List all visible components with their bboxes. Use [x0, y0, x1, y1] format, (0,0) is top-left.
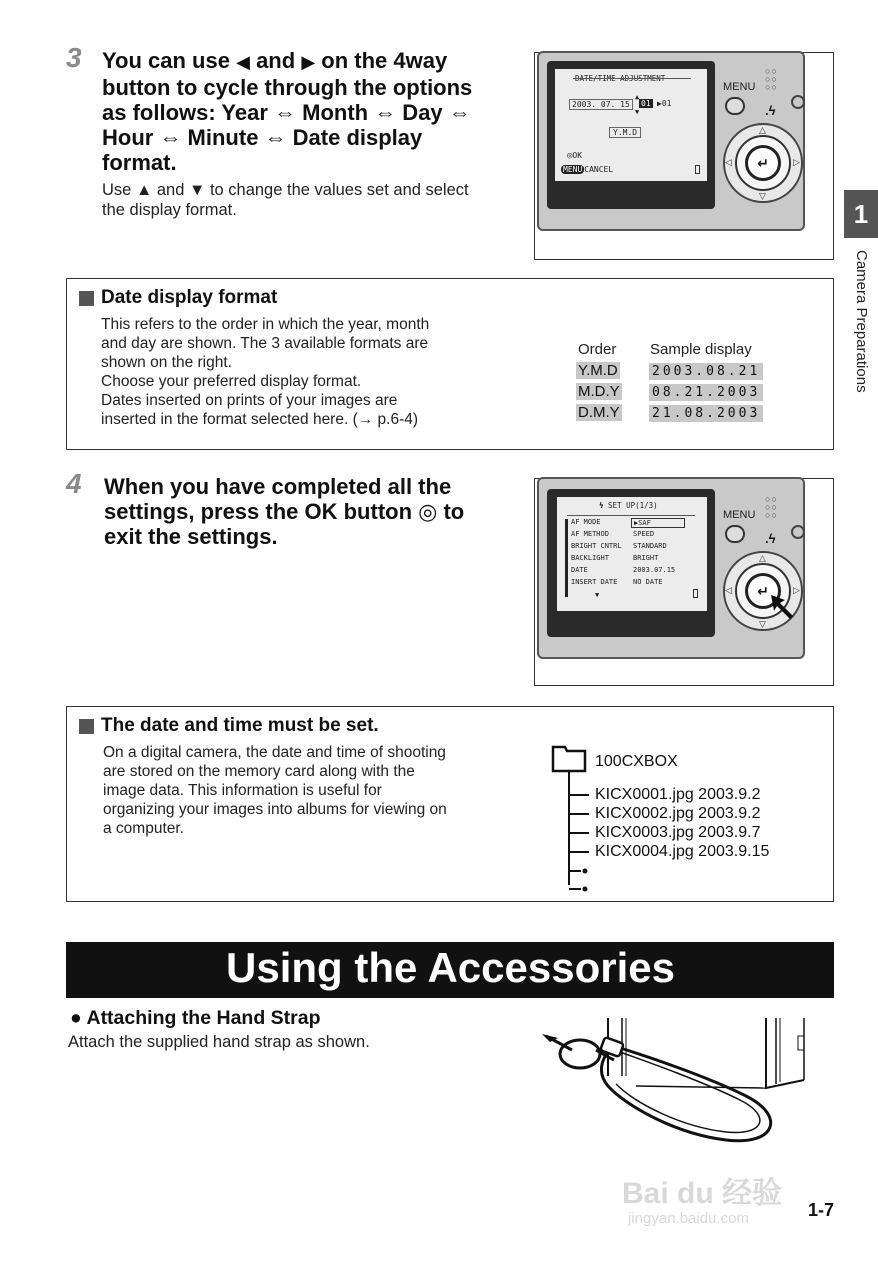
- lcd-rule: [567, 515, 695, 516]
- format-order-mdy: M.D.Y: [578, 383, 620, 400]
- lcd-scrollbar: [565, 519, 568, 597]
- date-format-body-line: shown on the right.: [101, 354, 232, 371]
- step-4-title-line1: When you have completed all the: [104, 474, 452, 499]
- date-display-format-box: [66, 278, 834, 450]
- dpad-down-icon: ▽: [759, 619, 766, 629]
- folder-icon: [553, 747, 587, 773]
- step-3-title-text-2: on the 4way: [321, 48, 448, 73]
- lcd-row-label: AF MODE: [571, 518, 601, 526]
- up-arrow-icon: ▲: [135, 181, 153, 199]
- format-sample-ymd: 2003.08.21: [649, 363, 763, 380]
- menu-button[interactable]: [725, 525, 745, 543]
- order-column-header: Order: [578, 341, 617, 358]
- dpad-left-icon: ◁: [725, 157, 732, 167]
- dpad-left-icon: ◁: [725, 585, 732, 595]
- camera-body: [537, 477, 805, 659]
- step-3-body-and: and: [156, 181, 185, 199]
- chapter-label: Camera Preparations: [853, 250, 870, 393]
- step-3-title-line2: button to cycle through the options: [102, 75, 473, 100]
- dpad-down-icon: ▽: [759, 191, 766, 201]
- hand-strap-illustration: [536, 1016, 808, 1146]
- lcd-row-value: BRIGHT: [633, 554, 659, 562]
- date-time-title: [79, 715, 379, 737]
- lcd-down-icon: ▼: [635, 108, 640, 116]
- date-time-body-line: are stored on the memory card along with the: [103, 763, 415, 780]
- pointer-arrow-icon: [767, 591, 797, 621]
- camera-lcd-date-adjustment: [555, 69, 707, 181]
- watermark-logo: Bai du 经验: [622, 1177, 783, 1210]
- lcd-setup-title-text: SET UP(1/3): [608, 501, 658, 510]
- page-number: 1-7: [808, 1200, 835, 1220]
- speaker-dots-icon: ○○ ○○ ○○: [765, 66, 778, 92]
- lcd-title-rule: [573, 78, 691, 79]
- ok-icon: ◎: [567, 151, 573, 161]
- format-sample-dmy: 21.08.2003: [649, 405, 763, 422]
- lcd-row-value: NO DATE: [633, 578, 663, 586]
- lcd-row-label: AF METHOD: [571, 530, 609, 538]
- lcd-next-field-value: 01: [661, 99, 672, 108]
- step-3-title: [102, 48, 522, 175]
- watermark-url: jingyan.baidu.com: [628, 1210, 749, 1227]
- step-3-body-line2: the display format.: [102, 201, 237, 219]
- menu-label: MENU: [723, 81, 756, 93]
- left-arrow-icon: ◀: [236, 52, 250, 72]
- lcd-next-field: ▶01: [657, 99, 672, 108]
- lcd-cancel-label: CANCEL: [584, 165, 614, 174]
- date-format-title: [79, 287, 277, 309]
- section-banner: [66, 942, 834, 998]
- date-format-body-line: This refers to the order in which the year, month: [101, 316, 430, 333]
- step-3-title-text: You can use: [102, 48, 230, 73]
- lcd-selected-field: 01: [641, 99, 651, 108]
- step-4-number: 4: [66, 468, 82, 499]
- file-entry: KICX0004.jpg 2003.9.15: [595, 843, 770, 860]
- right-arrow-icon: ▶: [301, 52, 316, 72]
- battery-icon: [695, 165, 700, 174]
- hand-strap-heading: [70, 1007, 321, 1030]
- lcd-row-label: BRIGHT CNTRL: [571, 542, 622, 550]
- format-order-ymd: Y.M.D: [578, 362, 618, 379]
- camera-screen-frame: [547, 489, 715, 637]
- strap-hole-icon: [791, 95, 805, 109]
- date-time-body-line: a computer.: [103, 820, 184, 837]
- step-4-title-line3: exit the settings.: [104, 524, 278, 549]
- chapter-tab: 1: [844, 190, 878, 238]
- step-4-title-line2-end: to: [443, 499, 465, 524]
- format-order-dmy: D.M.Y: [578, 404, 620, 421]
- date-format-title-text: Date display format: [101, 287, 278, 308]
- down-arrow-icon: ▼: [189, 181, 206, 199]
- dpad-right-icon: ▷: [793, 157, 800, 167]
- step-3-body: [102, 180, 527, 220]
- dpad-up-icon: △: [759, 125, 766, 135]
- date-time-body-line: On a digital camera, the date and time of shooting: [103, 744, 446, 761]
- lcd-row-value: SPEED: [633, 530, 655, 538]
- file-entry: KICX0003.jpg 2003.9.7: [595, 824, 761, 841]
- step-3-title-line4: Hour ⇔ Minute ⇔ Date display: [102, 125, 423, 150]
- flash-icon: .ϟ: [765, 103, 776, 118]
- bullet-icon: ●: [70, 1007, 82, 1029]
- lcd-scroll-down-icon: ▼: [595, 591, 600, 599]
- step-3-body-text-2: to change the values set and select: [209, 181, 469, 199]
- lcd-cancel-row: [561, 165, 613, 174]
- lcd-title: DATE/TIME ADJUSTMENT: [575, 74, 666, 83]
- lcd-up-icon: ▲: [635, 93, 640, 101]
- date-time-title-text: The date and time must be set.: [101, 715, 379, 736]
- camera-body: [537, 51, 805, 231]
- square-bullet-icon: [79, 719, 94, 734]
- ok-button-icon: ↵: [757, 154, 769, 171]
- lcd-ok-label: OK: [572, 151, 583, 160]
- lcd-row-value: 2003.07.15: [633, 566, 676, 574]
- date-time-body-line: organizing your images into albums for viewing on: [103, 801, 447, 818]
- speaker-dots-icon: ○○ ○○ ○○: [765, 494, 778, 520]
- camera-screen-frame: [547, 61, 715, 209]
- section-title: Using the Accessories: [226, 944, 675, 991]
- step-3-title-line5: format.: [102, 150, 177, 175]
- format-sample-mdy: 08.21.2003: [649, 384, 763, 401]
- lcd-ok-row: [567, 151, 582, 161]
- lcd-row-value: ▶SAF: [631, 518, 685, 528]
- file-entry: KICX0001.jpg 2003.9.2: [595, 786, 761, 803]
- step-4-title: [104, 474, 524, 549]
- lcd-setup-title: [599, 501, 658, 510]
- hand-strap-heading-text: Attaching the Hand Strap: [86, 1007, 321, 1029]
- hand-strap-body: Attach the supplied hand strap as shown.: [68, 1033, 370, 1051]
- step-3-title-line3: as follows: Year ⇔ Month ⇔ Day ⇔: [102, 100, 471, 125]
- date-format-body-line: inserted in the format selected here. (→ p.6-4): [101, 411, 419, 428]
- step-3-body-text: Use: [102, 181, 132, 199]
- camera-illustration-date: [534, 52, 834, 260]
- date-format-body-line: Dates inserted on prints of your images are: [101, 392, 398, 409]
- battery-icon: [693, 589, 698, 598]
- dpad-right-icon: ▷: [793, 585, 800, 595]
- file-entry: KICX0002.jpg 2003.9.2: [595, 805, 761, 822]
- strap-hole-icon: [791, 525, 805, 539]
- step-3-number: 3: [66, 42, 82, 73]
- lcd-row-label: BACKLIGHT: [571, 554, 609, 562]
- ok-button-icon: ◎: [418, 499, 438, 524]
- dpad-up-icon: △: [759, 553, 766, 563]
- lcd-row-label: DATE: [571, 566, 588, 574]
- date-time-body-line: image data. This information is useful for: [103, 782, 382, 799]
- date-format-body-line: Choose your preferred display format.: [101, 373, 362, 390]
- date-format-body-line: and day are shown. The 3 available formats are: [101, 335, 429, 352]
- lcd-row-label: INSERT DATE: [571, 578, 618, 586]
- camera-illustration-setup: [534, 478, 834, 686]
- camera-lcd-setup-menu: [557, 497, 707, 611]
- date-time-body: [103, 743, 523, 838]
- date-time-note-box: [66, 706, 834, 902]
- square-bullet-icon: [79, 291, 94, 306]
- sample-column-header: Sample display: [650, 341, 752, 358]
- menu-button[interactable]: [725, 97, 745, 115]
- ok-button-icon: ↵: [757, 582, 769, 599]
- lcd-format: Y.M.D: [609, 127, 641, 138]
- menu-label: MENU: [723, 509, 756, 521]
- setup-wrench-icon: ϟ: [599, 501, 604, 510]
- lcd-menu-badge: MENU: [563, 165, 583, 174]
- flash-icon: .ϟ: [765, 531, 776, 546]
- date-format-body: [101, 315, 521, 429]
- folder-name: 100CXBOX: [595, 753, 678, 770]
- ok-button[interactable]: [745, 145, 781, 181]
- step-3-and: and: [256, 48, 296, 73]
- lcd-date-value: 2003. 07. 15: [569, 99, 633, 110]
- step-4-title-line2: settings, press the OK button: [104, 499, 413, 524]
- lcd-row-value: STANDARD: [633, 542, 667, 550]
